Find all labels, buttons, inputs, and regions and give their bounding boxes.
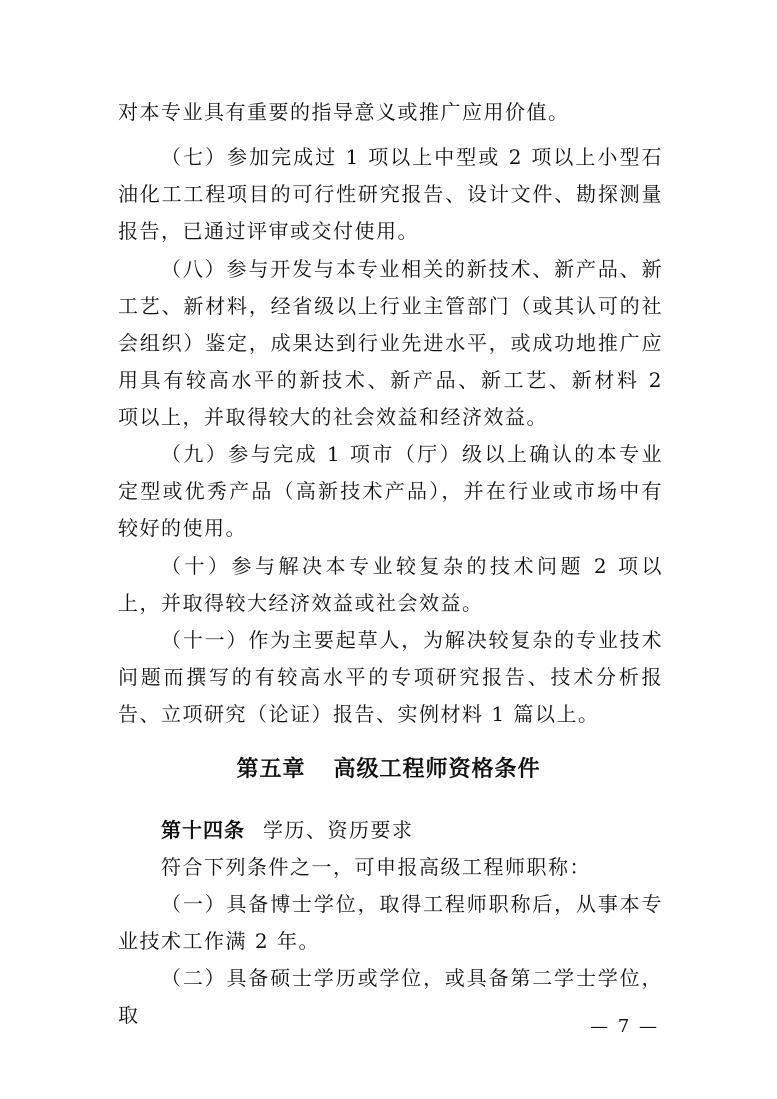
- chapter-title: 高级工程师资格条件: [333, 757, 541, 782]
- article-heading: [118, 812, 663, 849]
- paragraph-item-9: （九）参与完成 1 项市（厅）级以上确认的本专业定型或优秀产品（高新技术产品），并在行业或市场中有较好的使用。: [118, 442, 663, 540]
- article-title: 学历、资历要求: [263, 818, 414, 842]
- paragraph-item-11: （十一）作为主要起草人，为解决较复杂的专业技术问题而撰写的有较高水平的专项研究报告、技术分析报告、立项研究（论证）报告、实例材料 1 篇以上。: [118, 628, 663, 726]
- article-intro: 符合下列条件之一，可申报高级工程师职称：: [161, 855, 591, 879]
- paragraph-item-7: （七）参加完成过 1 项以上中型或 2 项以上小型石油化工工程项目的可行性研究报告、设计文件、勘探测量报告，已通过评审或交付使用。: [118, 145, 663, 243]
- paragraph-item-10: （十）参与解决本专业较复杂的技术问题 2 项以上，并取得较大经济效益或社会效益。: [118, 554, 663, 615]
- article-item-2: （二）具备硕士学历或学位，或具备第二学士学位，取: [118, 966, 663, 1027]
- paragraph-item-8: （八）参与开发与本专业相关的新技术、新产品、新工艺、新材料，经省级以上行业主管部门（或其认可的社会组织）鉴定，成果达到行业先进水平，或成功地推广应用具有较高水平的新技术、新产品、新工艺、新材料 2 项以上，并取得较大的社会效益和经济效益。: [118, 257, 663, 429]
- paragraph-continuation: 对本专业具有重要的指导意义或推广应用价值。: [118, 100, 570, 124]
- article-label: 第十四条: [161, 818, 245, 842]
- chapter-heading: [0, 752, 777, 783]
- page-number: — 7 —: [590, 1016, 659, 1037]
- article-item-1: （一）具备博士学位，取得工程师职称后，从事本专业技术工作满 2 年。: [118, 892, 663, 953]
- chapter-number: 第五章: [236, 757, 306, 782]
